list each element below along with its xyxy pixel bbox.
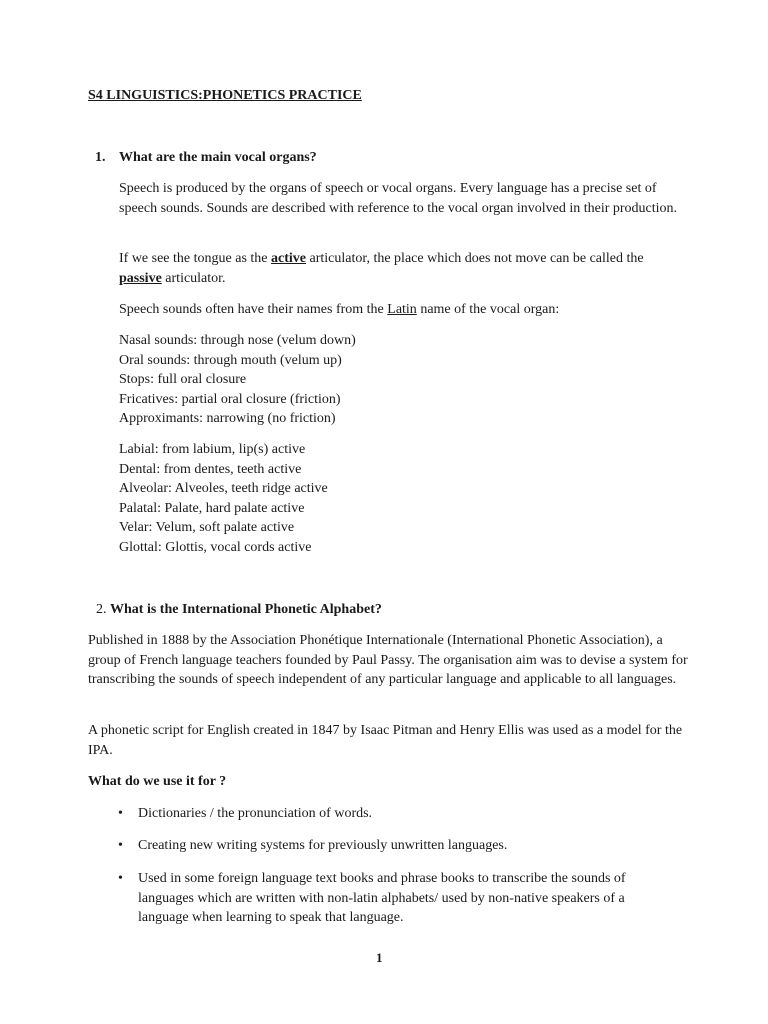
q2-paragraph-2: A phonetic script for English created in 1847 by Isaac Pitman and Henry Ellis was used as a model for the IPA. — [88, 723, 683, 758]
q2-paragraph-1: Published in 1888 by the Association Phonétique Internationale (International Phonetic Association), a group of French language teachers founded by Paul Passy. The organisation aim was to devise a system for transcribing the sounds of speech independent of any particular language and applicable to all languages. — [88, 633, 688, 687]
list-item: Alveolar: Alveoles, teeth ridge active — [119, 481, 328, 496]
page-title: S4 LINGUISTICS:PHONETICS PRACTICE — [88, 88, 362, 103]
list-item: Stops: full oral closure — [119, 372, 247, 387]
q1-paragraph-1: Speech is produced by the organs of speech or vocal organs. Every language has a precise set of speech sounds. Sounds are described with reference to the vocal organ involved in their production. — [119, 181, 678, 216]
list-item: Glottal: Glottis, vocal cords active — [119, 539, 312, 555]
subheading: What do we use it for ? — [88, 774, 227, 789]
list-item: Velar: Velum, soft palate active — [119, 520, 295, 535]
bullet-icon: • — [118, 871, 123, 886]
latin-term: Latin — [387, 302, 417, 317]
question-2-heading — [96, 600, 382, 620]
list-item: Fricatives: partial oral closure (friction) — [119, 391, 341, 407]
page-number: 1 — [376, 950, 383, 965]
q1-paragraph-2: If we see the tongue as the active articulator, the place which does not move can be called the passive articulator. — [119, 251, 644, 286]
question-number: 1. — [95, 150, 106, 165]
list-item: Palatal: Palate, hard palate active — [119, 500, 305, 516]
question-text: What are the main vocal organs? — [119, 150, 317, 165]
active-term: active — [271, 251, 306, 266]
place-list — [119, 440, 689, 557]
list-item: Oral sounds: through mouth (velum up) — [119, 352, 342, 368]
manner-list — [119, 331, 689, 429]
list-item: Approximants: narrowing (no friction) — [119, 411, 336, 426]
bullet-text: Used in some foreign language text books and phrase books to transcribe the sounds of languages which are written with non-latin alphabets/ used by non-native speakers of a language when learning to speak that language. — [138, 871, 626, 925]
passive-term: passive — [119, 270, 162, 286]
list-item: Labial: from labium, lip(s) active — [119, 442, 306, 457]
q1-paragraph-3: Speech sounds often have their names from the Latin name of the vocal organ: — [119, 302, 560, 317]
question-text: What is the International Phonetic Alphabet? — [110, 602, 382, 617]
bullet-text: Dictionaries / the pronunciation of words. — [138, 806, 373, 821]
list-item: Nasal sounds: through nose (velum down) — [119, 333, 356, 348]
list-item: Dental: from dentes, teeth active — [119, 461, 302, 477]
question-number: 2. — [96, 602, 107, 617]
question-1-heading — [95, 148, 317, 168]
bullet-icon: • — [118, 806, 123, 821]
bullet-text: Creating new writing systems for previously unwritten languages. — [138, 838, 508, 853]
bullet-icon: • — [118, 838, 123, 853]
